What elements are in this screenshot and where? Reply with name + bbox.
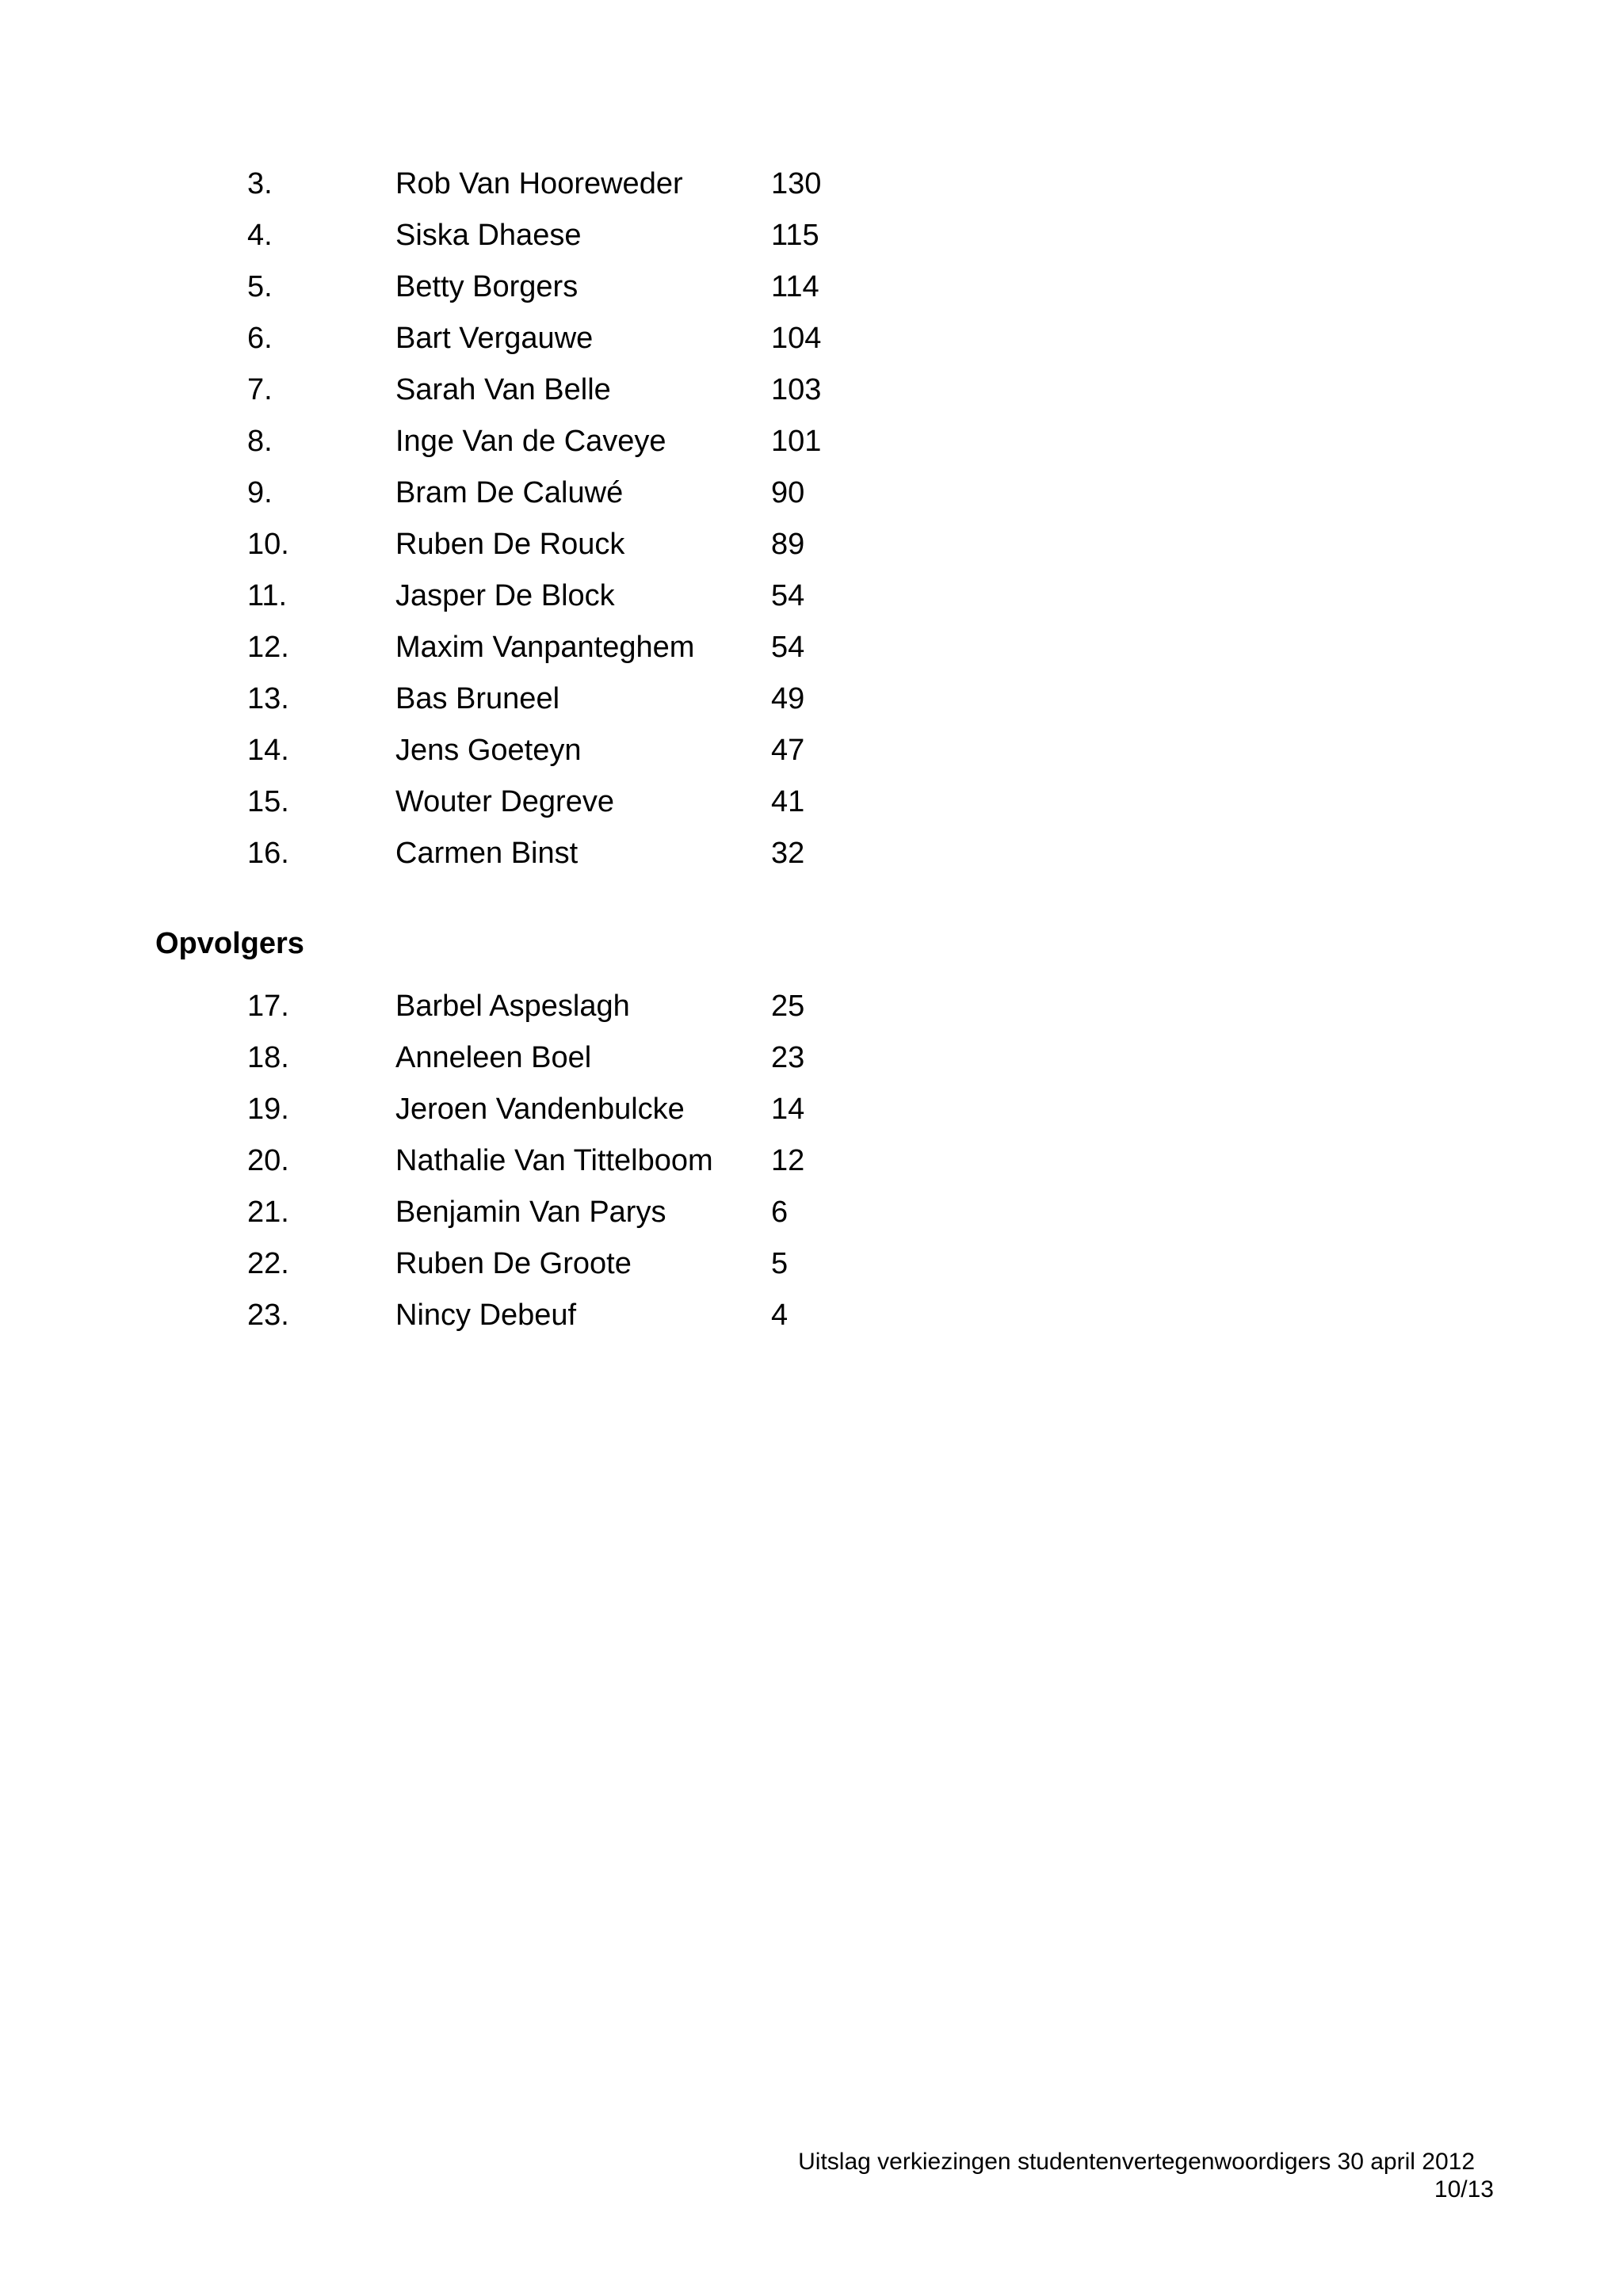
list-item	[0, 828, 1623, 879]
vote-count: 4	[771, 1299, 789, 1332]
list-item	[0, 1187, 1623, 1238]
rank-number: 5.	[247, 270, 273, 303]
rank-number: 13.	[247, 682, 289, 715]
vote-count: 23	[771, 1041, 805, 1074]
rank-number: 21.	[247, 1196, 289, 1229]
vote-count: 130	[771, 167, 822, 200]
list-item	[0, 519, 1623, 570]
candidate-list	[0, 158, 1623, 879]
list-item	[0, 313, 1623, 364]
list-item	[0, 570, 1623, 622]
candidate-name: Rob Van Hooreweder	[395, 167, 683, 200]
candidate-name: Carmen Binst	[395, 837, 579, 870]
list-item	[0, 210, 1623, 261]
rank-number: 17.	[247, 990, 289, 1023]
list-item	[0, 1084, 1623, 1135]
list-item	[0, 1032, 1623, 1084]
list-item	[0, 416, 1623, 467]
section-heading-opvolgers: Opvolgers	[155, 927, 304, 960]
rank-number: 10.	[247, 528, 289, 561]
candidate-name: Nathalie Van Tittelboom	[395, 1144, 713, 1177]
rank-number: 20.	[247, 1144, 289, 1177]
vote-count: 90	[771, 476, 805, 509]
list-item	[0, 261, 1623, 313]
rank-number: 15.	[247, 785, 289, 818]
rank-number: 14.	[247, 734, 289, 767]
rank-number: 7.	[247, 373, 273, 406]
rank-number: 3.	[247, 167, 273, 200]
candidate-name: Jasper De Block	[395, 579, 615, 612]
candidate-name: Maxim Vanpanteghem	[395, 631, 695, 664]
candidate-name: Ruben De Rouck	[395, 528, 625, 561]
candidate-name: Barbel Aspeslagh	[395, 990, 630, 1023]
vote-count: 54	[771, 631, 805, 664]
vote-count: 115	[771, 219, 819, 252]
candidate-name: Sarah Van Belle	[395, 373, 611, 406]
list-item	[0, 776, 1623, 828]
rank-number: 19.	[247, 1093, 289, 1126]
rank-number: 12.	[247, 631, 289, 664]
list-item	[0, 1238, 1623, 1290]
list-item	[0, 1135, 1623, 1187]
vote-count: 103	[771, 373, 822, 406]
candidate-name: Bas Bruneel	[395, 682, 560, 715]
rank-number: 11.	[247, 579, 288, 612]
list-item	[0, 725, 1623, 776]
vote-count: 6	[771, 1196, 789, 1229]
rank-number: 4.	[247, 219, 273, 252]
rank-number: 8.	[247, 425, 273, 458]
opvolgers-list	[0, 981, 1623, 1341]
list-item	[0, 673, 1623, 725]
footer-title: Uitslag verkiezingen studentenvertegenwoordigers 30 april 2012	[798, 2149, 1475, 2175]
vote-count: 89	[771, 528, 805, 561]
list-item	[0, 622, 1623, 673]
vote-count: 5	[771, 1247, 789, 1280]
vote-count: 12	[771, 1144, 805, 1177]
vote-count: 101	[771, 425, 822, 458]
vote-count: 25	[771, 990, 805, 1023]
vote-count: 54	[771, 579, 805, 612]
candidate-name: Betty Borgers	[395, 270, 579, 303]
candidate-name: Ruben De Groote	[395, 1247, 632, 1280]
list-item	[0, 158, 1623, 210]
candidate-name: Nincy Debeuf	[395, 1299, 577, 1332]
candidate-name: Inge Van de Caveye	[395, 425, 666, 458]
candidate-name: Bart Vergauwe	[395, 322, 594, 355]
rank-number: 9.	[247, 476, 273, 509]
vote-count: 41	[771, 785, 805, 818]
vote-count: 49	[771, 682, 805, 715]
page-number: 10/13	[1434, 2176, 1494, 2203]
list-item	[0, 467, 1623, 519]
candidate-name: Jens Goeteyn	[395, 734, 582, 767]
candidate-name: Siska Dhaese	[395, 219, 582, 252]
list-item	[0, 1290, 1623, 1341]
vote-count: 114	[771, 270, 819, 303]
rank-number: 16.	[247, 837, 289, 870]
rank-number: 23.	[247, 1299, 289, 1332]
candidate-name: Wouter Degreve	[395, 785, 614, 818]
rank-number: 22.	[247, 1247, 289, 1280]
vote-count: 104	[771, 322, 822, 355]
list-item	[0, 981, 1623, 1032]
candidate-name: Jeroen Vandenbulcke	[395, 1093, 685, 1126]
rank-number: 6.	[247, 322, 273, 355]
candidate-name: Bram De Caluwé	[395, 476, 624, 509]
candidate-name: Benjamin Van Parys	[395, 1196, 666, 1229]
list-item	[0, 364, 1623, 416]
candidate-name: Anneleen Boel	[395, 1041, 592, 1074]
vote-count: 32	[771, 837, 805, 870]
rank-number: 18.	[247, 1041, 289, 1074]
vote-count: 14	[771, 1093, 805, 1126]
vote-count: 47	[771, 734, 805, 767]
